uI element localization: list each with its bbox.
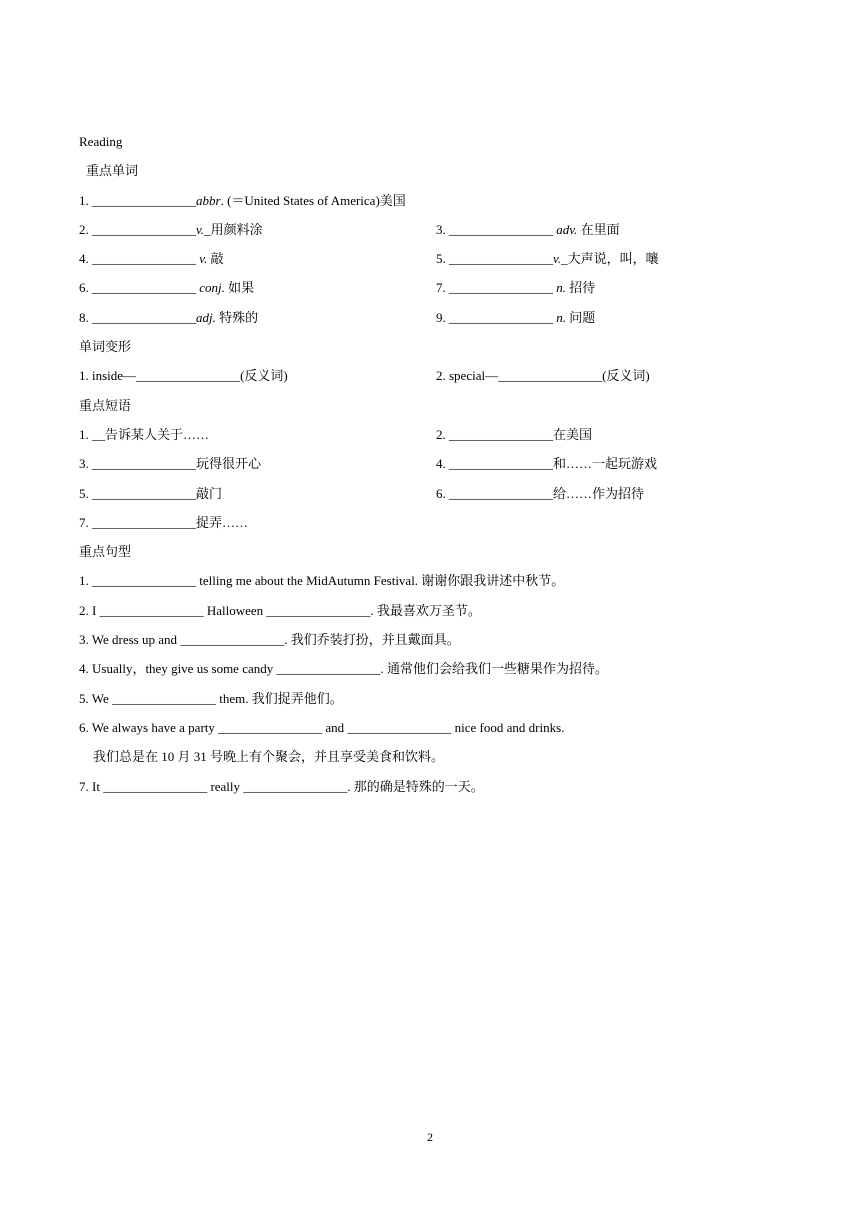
answer-blank: ________________ (449, 426, 553, 442)
list-item (79, 308, 258, 328)
list-item (79, 425, 209, 445)
answer-blank: ________________ (449, 485, 553, 501)
item-row (79, 425, 779, 454)
answer-blank: ________________ (92, 192, 196, 208)
item-number: 1. (79, 192, 92, 208)
item-number: 6. (79, 280, 92, 296)
list-item (436, 425, 592, 445)
answer-blank: inside—________________ (92, 368, 241, 384)
page-number: 2 (427, 1130, 433, 1144)
sentence-7: 7. It ________________ really ________________. 那的确是特殊的一天。 (79, 778, 484, 794)
item-number: 7. (436, 280, 449, 296)
item-number: 2. (79, 221, 92, 237)
list-item (79, 454, 261, 474)
part-of-speech: v. (553, 251, 562, 267)
list-item (79, 220, 263, 240)
answer-blank: ________________ (449, 309, 557, 325)
answer-blank: special—________________ (449, 368, 603, 384)
answer-blank: ________________ (449, 456, 553, 472)
sentence-5: 5. We ________________ them. 我们捉弄他们。 (79, 690, 343, 706)
sentence-4: 4. Usually，they give us some candy ________________. 通常他们会给我们一些糖果作为招待。 (79, 661, 608, 677)
part-of-speech: n. (556, 280, 566, 296)
answer-blank: __ (92, 426, 105, 442)
list-item (79, 366, 288, 386)
answer-blank: ________________ (92, 514, 196, 530)
item-row (79, 454, 779, 483)
answer-blank: ________________ (92, 456, 196, 472)
list-item (79, 513, 248, 533)
item-meaning: 在里面 (577, 221, 620, 237)
heading-key-words: 重点单词 (86, 163, 139, 179)
item-meaning: _大声说，叫，嚷 (561, 251, 659, 267)
item-row (79, 249, 779, 278)
item-meaning: 捉弄…… (196, 514, 249, 530)
part-of-speech: abbr (196, 192, 221, 208)
list-item (436, 454, 657, 474)
sentence-2: 2. I ________________ Halloween ________________. 我最喜欢万圣节。 (79, 602, 481, 618)
item-row (79, 308, 779, 337)
item-row (79, 278, 779, 307)
item-meaning: 招待 (566, 280, 596, 296)
item-meaning: 在美国 (553, 426, 593, 442)
part-of-speech: v. (199, 251, 208, 267)
item-meaning: (反义词) (240, 368, 288, 384)
list-item (436, 249, 659, 269)
answer-blank: ________________ (449, 280, 557, 296)
answer-blank: ________________ (92, 221, 196, 237)
item-row (79, 220, 779, 249)
answer-blank: ________________ (92, 309, 196, 325)
list-item (79, 249, 224, 269)
part-of-speech: conj. (199, 280, 225, 296)
answer-blank: ________________ (449, 221, 557, 237)
item-number: 5. (436, 251, 449, 267)
item-meaning: _用颜料涂 (204, 221, 263, 237)
item-number: 1. (79, 368, 92, 384)
item-meaning: 问题 (566, 309, 596, 325)
item-meaning: 特殊的 (215, 309, 259, 325)
list-item (436, 484, 644, 504)
list-item (436, 308, 595, 328)
sentence-6-translation: 我们总是在 10 月 31 号晚上有个聚会，并且享受美食和饮料。 (93, 749, 445, 765)
list-item (436, 220, 620, 240)
item-number: 6. (436, 485, 449, 501)
item-meaning: 玩得很开心 (196, 456, 262, 472)
item-number: 7. (79, 514, 92, 530)
heading-key-phrases: 重点短语 (79, 397, 132, 413)
item-number: 5. (79, 485, 92, 501)
item-number: 2. (436, 368, 449, 384)
item-row (79, 191, 779, 220)
item-row (79, 513, 779, 542)
sentence-1: 1. ________________ telling me about the MidAutumn Festival. 谢谢你跟我讲述中秋节。 (79, 573, 565, 589)
item-number: 1. (79, 426, 92, 442)
heading-word-forms: 单词变形 (79, 339, 132, 355)
list-item (79, 278, 254, 298)
section-title: Reading (79, 134, 123, 149)
item-number: 4. (436, 456, 449, 472)
list-item (79, 191, 406, 211)
part-of-speech: v. (196, 221, 205, 237)
item-number: 3. (436, 221, 449, 237)
item-meaning: 敲门 (196, 485, 223, 501)
item-meaning: . (＝United States of America)美国 (220, 192, 406, 208)
sentence-3: 3. We dress up and ________________. 我们乔装打扮，并且戴面具。 (79, 632, 460, 648)
item-meaning: 告诉某人关于…… (105, 426, 210, 442)
answer-blank: ________________ (92, 280, 200, 296)
part-of-speech: adj. (196, 309, 216, 325)
item-number: 8. (79, 309, 92, 325)
item-number: 2. (436, 426, 449, 442)
answer-blank: ________________ (449, 251, 553, 267)
item-meaning: (反义词) (602, 368, 650, 384)
part-of-speech: n. (556, 309, 566, 325)
item-number: 3. (79, 456, 92, 472)
answer-blank: ________________ (92, 251, 200, 267)
list-item (79, 484, 222, 504)
worksheet (79, 132, 779, 806)
item-meaning: 和……一起玩游戏 (553, 456, 658, 472)
item-row (79, 366, 779, 395)
list-item (436, 366, 650, 386)
item-number: 4. (79, 251, 92, 267)
item-meaning: 敲 (207, 251, 224, 267)
sentence-6: 6. We always have a party ________________ and ________________ nice food and drinks. (79, 719, 565, 735)
item-meaning: 给……作为招待 (553, 485, 645, 501)
part-of-speech: adv. (556, 221, 578, 237)
answer-blank: ________________ (92, 485, 196, 501)
item-meaning: 如果 (224, 280, 255, 296)
heading-key-sentences: 重点句型 (79, 544, 132, 560)
list-item (436, 278, 595, 298)
item-number: 9. (436, 309, 449, 325)
item-row (79, 484, 779, 513)
